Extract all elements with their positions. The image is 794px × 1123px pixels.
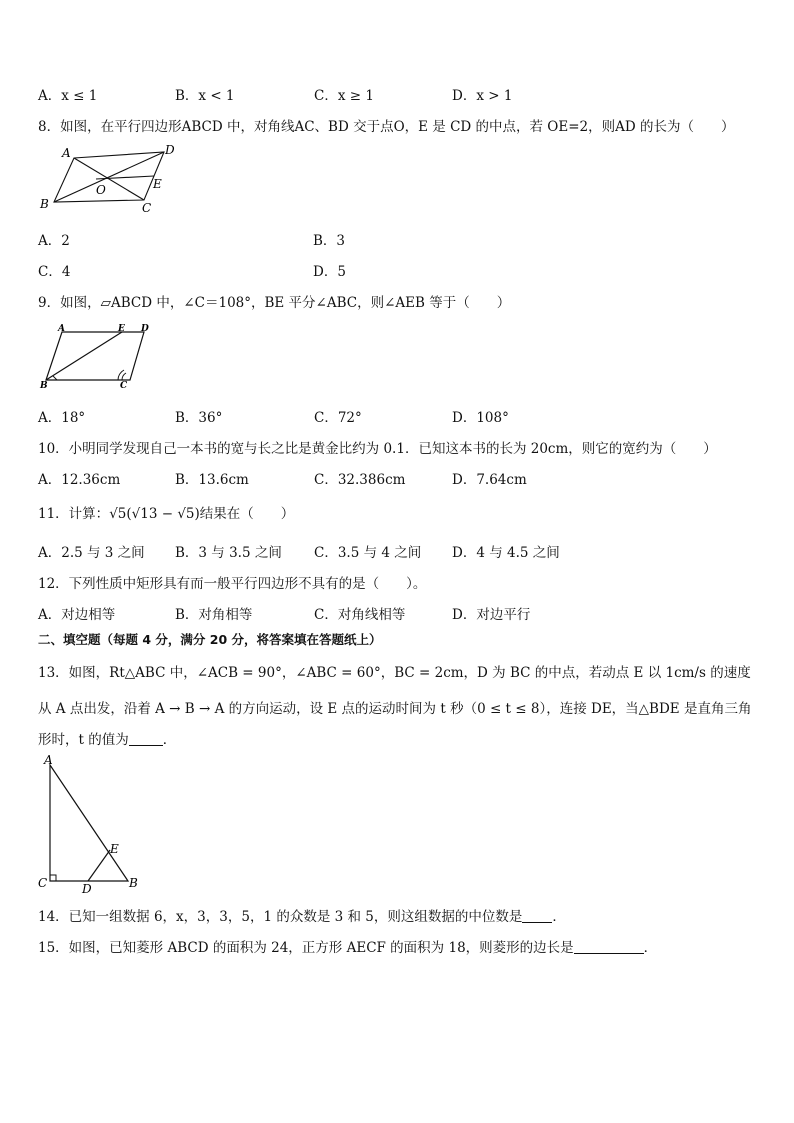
q7-option-d: D．x > 1 (452, 88, 513, 104)
q10-option-c: C．32.386cm (314, 472, 406, 488)
q13-label-c: C (38, 876, 48, 890)
q13-line2: 从 A 点出发，沿着 A → B → A 的方向运动，设 E 点的运动时间为 t 秒（0 ≤ t ≤ 8），连接 DE，当△BDE 是直角三角 (38, 701, 752, 717)
q11-option-d: D．4 与 4.5 之间 (452, 545, 560, 561)
q14-end: ． (552, 909, 566, 925)
q9-label-d: D (141, 324, 149, 334)
q9-question: 9．如图，▱ABCD 中，∠C＝108°，BE 平分∠ABC，则∠AEB 等于（ ） (38, 295, 511, 311)
q13-line3-text: 形时，t 的值为 (38, 732, 129, 748)
q12-question: 12．下列性质中矩形具有而一般平行四边形不具有的是（ ）。 (38, 576, 427, 592)
q13-label-b: B (129, 876, 138, 890)
q9-option-c: C．72° (314, 410, 362, 426)
q9-options (38, 406, 758, 426)
q13-label-d: D (82, 882, 92, 896)
q8-label-e: E (153, 177, 162, 191)
q9-parallelogram-figure (40, 324, 150, 391)
q8-option-b: B．3 (313, 233, 346, 249)
q11-suffix: 结果在（ ） (199, 506, 295, 522)
q9-option-a: A．18° (38, 410, 86, 426)
q8-label-d: D (165, 143, 175, 157)
q11-option-a: A．2.5 与 3 之间 (38, 545, 145, 561)
q8-label-b: B (40, 197, 49, 211)
q12-option-a: A．对边相等 (38, 607, 116, 623)
q8-label-c: C (142, 201, 152, 215)
q8-options-row1 (38, 229, 758, 249)
q11-option-b: B．3 与 3.5 之间 (175, 545, 282, 561)
q11-options (38, 541, 758, 561)
q13-line3-end: ． (162, 732, 177, 748)
q14-question (38, 905, 566, 925)
q12-option-b: B．对角相等 (175, 607, 253, 623)
q8-option-d: D．5 (313, 264, 346, 280)
q15-text: 15．如图，已知菱形 ABCD 的面积为 24，正方形 AECF 的面积为 18，则菱形的边长是 (38, 940, 574, 956)
q11-question (38, 502, 294, 522)
q7-option-b: B．x < 1 (175, 88, 235, 104)
q9-label-c: C (120, 381, 128, 391)
q7-option-a: A．x ≤ 1 (38, 88, 98, 104)
q14-text: 14．已知一组数据 6，x，3，3，5，1 的众数是 3 和 5，则这组数据的中位数是 (38, 909, 523, 925)
q10-option-a: A．12.36cm (38, 472, 121, 488)
q9-label-b: B (40, 381, 48, 391)
q12-options (38, 603, 758, 623)
q8-label-a: A (62, 146, 71, 160)
q12-option-d: D．对边平行 (452, 607, 531, 623)
q10-option-d: D．7.64cm (452, 472, 527, 488)
q7-option-c: C．x ≥ 1 (314, 88, 374, 104)
q9-option-d: D．108° (452, 410, 509, 426)
q13-label-e: E (110, 842, 119, 856)
q8-option-a: A．2 (38, 233, 70, 249)
q13-triangle-figure (36, 753, 146, 896)
q10-option-b: B．13.6cm (175, 472, 249, 488)
q9-label-a: A (58, 324, 65, 334)
q13-line3 (38, 728, 176, 748)
q11-prefix: 11．计算： (38, 506, 110, 522)
q10-options (38, 468, 758, 488)
q9-option-b: B．36° (175, 410, 223, 426)
q15-question (38, 936, 657, 956)
q14-answer-blank (522, 908, 552, 923)
q15-end: ． (643, 940, 658, 956)
q9-label-e: E (118, 324, 125, 334)
q7-options (38, 84, 758, 104)
q10-question: 10．小明同学发现自己一本书的宽与长之比是黄金比约为 0.1．已知这本书的长为 20cm，则它的宽约为（ ） (38, 441, 717, 457)
q8-option-c: C．4 (38, 264, 71, 280)
q15-answer-blank (574, 939, 644, 954)
q11-option-c: C．3.5 与 4 之间 (314, 545, 422, 561)
q13-answer-blank (129, 731, 163, 746)
section-title: 二、填空题（每题 4 分，满分 20 分，将答案填在答题纸上） (38, 632, 382, 647)
q11-expression: √5(√13 − √5) (109, 506, 200, 522)
q8-label-o: O (96, 183, 106, 197)
q8-question: 8．如图，在平行四边形ABCD 中，对角线AC、BD 交于点O，E 是 CD 的中点，若 OE=2，则AD 的长为（ ） (38, 119, 735, 135)
q8-options-row2 (38, 260, 758, 280)
q12-option-c: C．对角线相等 (314, 607, 406, 623)
q13-label-a: A (44, 753, 53, 767)
q13-line1: 13．如图，Rt△ABC 中，∠ACB = 90°，∠ABC = 60°，BC = 2cm，D 为 BC 的中点，若动点 E 以 1cm/s 的速度 (38, 665, 751, 681)
q8-parallelogram-figure (36, 142, 176, 214)
